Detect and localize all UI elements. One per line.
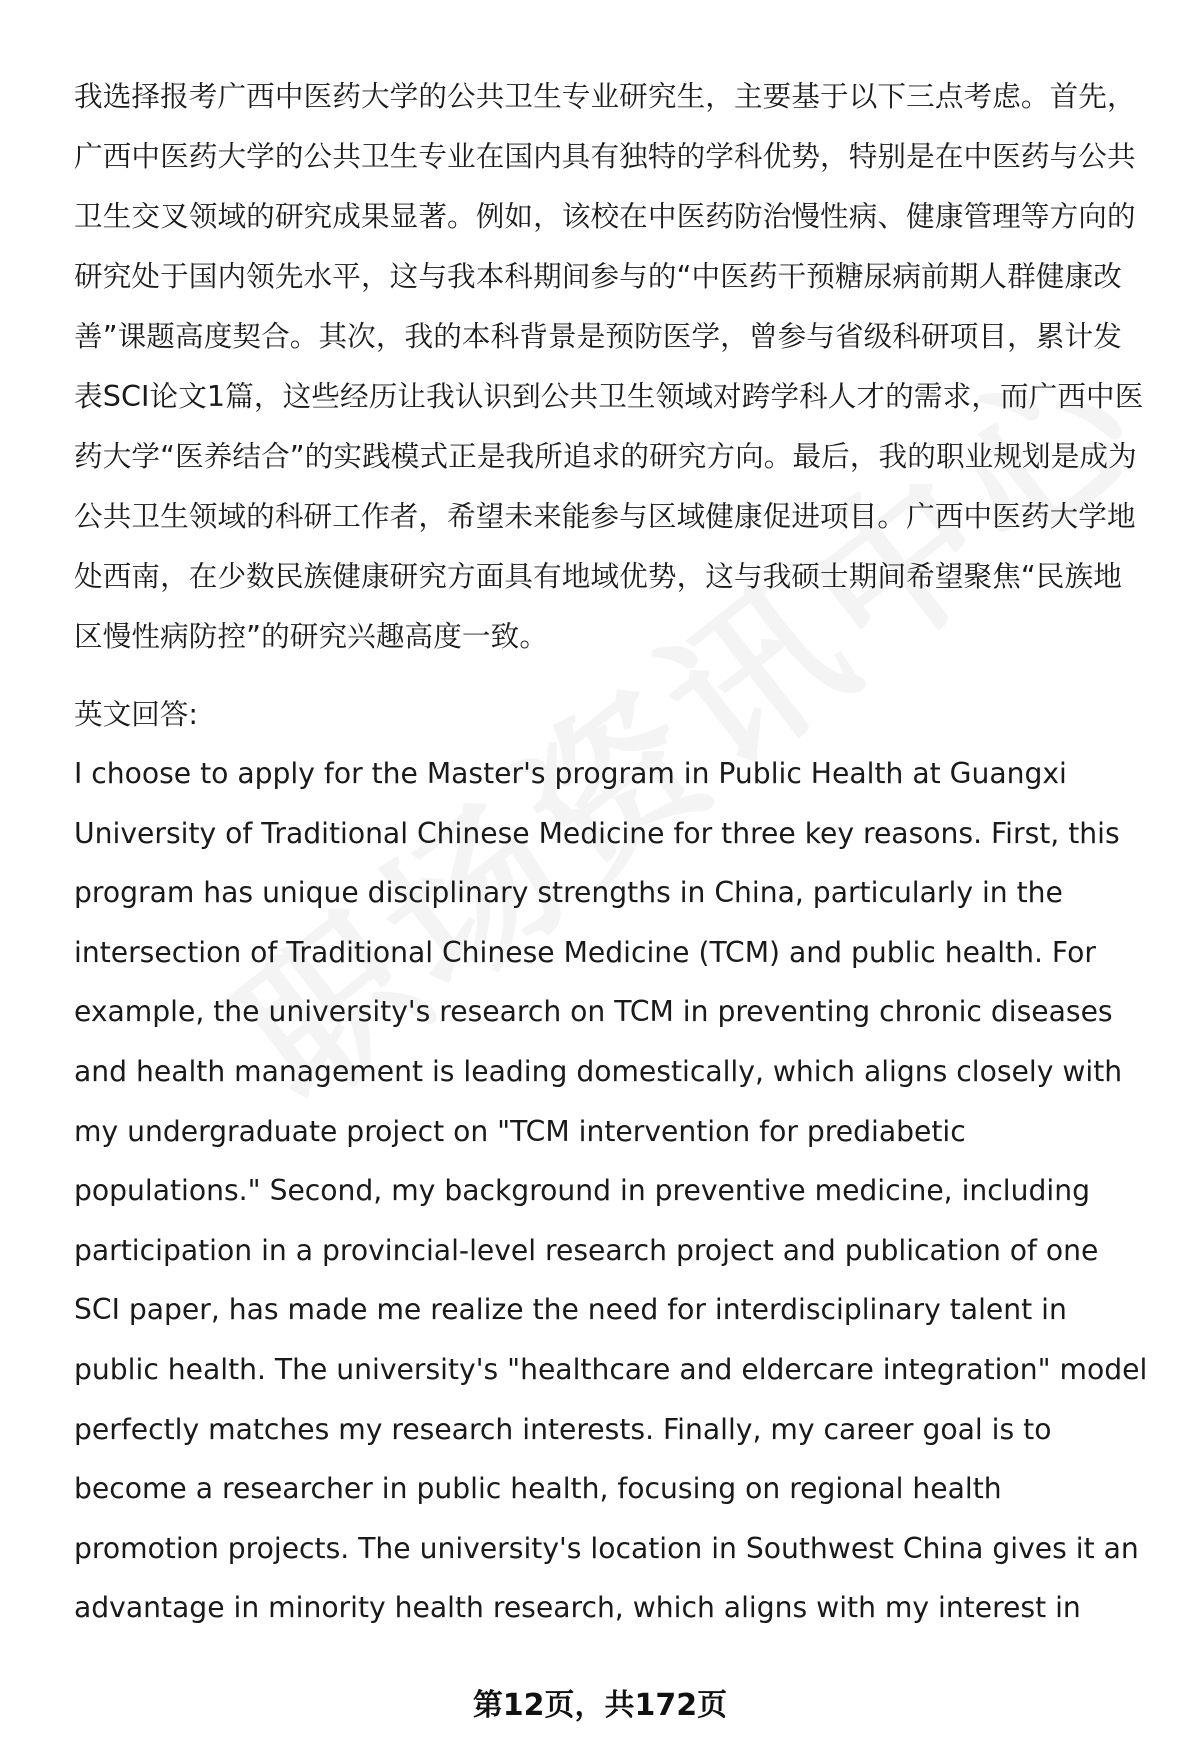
chinese-answer-paragraph: 我选择报考广西中医药大学的公共卫生专业研究生，主要基于以下三点考虑。首先，广西中医药大学的公共卫生专业在国内具有独特的学科优势，特别是在中医药与公共卫生交叉领域的研究成果显著。例如，该校在中医药防治慢性病、健康管理等方向的研究处于国内领先水平，这与我本科期间参与的“中医药干预糖尿病前期人群健康改善”课题高度契合。其次，我的本科背景是预防医学，曾参与省级科研项目，累计发表SCI论文1篇，这些经历让我认识到公共卫生领域对跨学科人才的需求，而广西中医药大学“医养结合”的实践模式正是我所追求的研究方向。最后，我的职业规划是成为公共卫生领域的科研工作者，希望未来能参与区域健康促进项目。广西中医药大学地处西南，在少数民族健康研究方面具有地域优势，这与我硕士期间希望聚焦“民族地区慢性病防控”的研究兴趣高度一致。 <box>74 79 1144 653</box>
page-number-footer: 第12页，共172页 <box>472 1688 728 1723</box>
english-answer-label: 英文回答: <box>74 697 199 731</box>
page-content <box>74 66 1149 1638</box>
english-answer-paragraph: I choose to apply for the Master's program in Public Health at Guangxi University of Traditional Chinese Medicine for three key reasons. First, this program has unique disciplinary strengths in China, particularly in the intersection of Traditional Chinese Medicine (TCM) and public health. For example, the university's research on TCM in preventing chronic diseases and health management is leading domestically, which aligns closely with my undergraduate project on "TCM intervention for prediabetic populations." Second, my background in preventive medicine, including participation in a provincial-level research project and publication of one SCI paper, has made me realize the need for interdisciplinary talent in public health. The university's "healthcare and eldercare integration" model perfectly matches my research interests. Finally, my career goal is to become a researcher in public health, focusing on regional health promotion projects. The university's location in Southwest China gives it an advantage in minority health research, which aligns with my interest in <box>74 757 1148 1625</box>
